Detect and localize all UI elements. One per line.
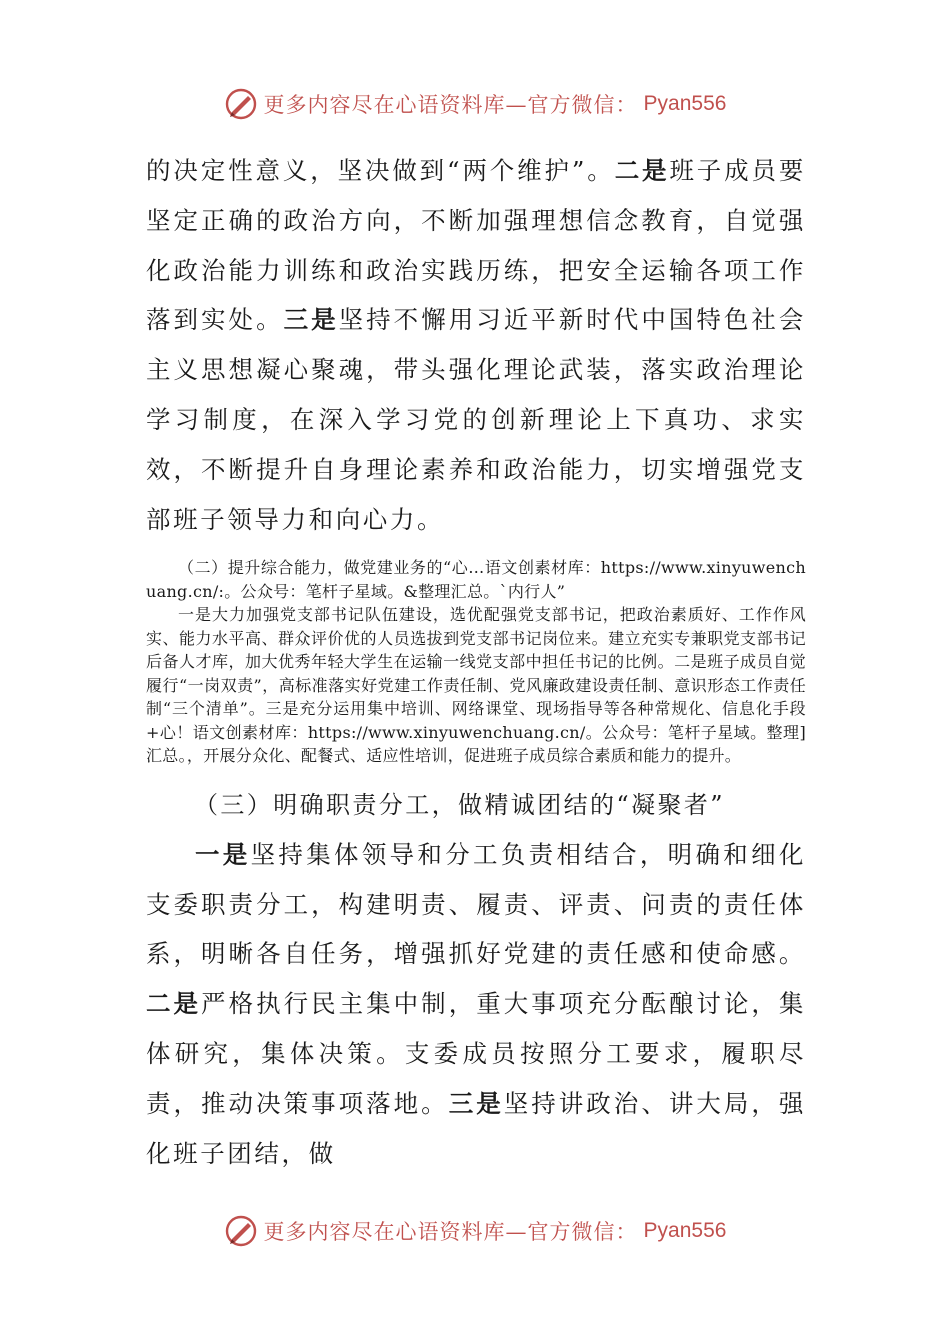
- footer-banner: [0, 1211, 950, 1251]
- text-run: 严格执行民主集中制，重大事项充分酝酿讨论，集体研究，集体决策。支委成员按照分工要求，履职尽责，推动决策事项落地。: [146, 989, 807, 1118]
- text-run: 坚持集体领导和分工负责相结合，明确和细化支委职责分工，构建明责、履责、评责、问责的责任体系，明晰各自任务，增强抓好党建的责任感和使命感。: [146, 839, 806, 969]
- banner-wechat-id: Pyan556: [643, 1219, 727, 1242]
- section2-heading: （二）提升综合能力，做党建业务的“心…语文创素材库：https://www.xinyuwenchuang.cn/:。公众号：笔杆子星域。&整理汇总。`内行人”: [146, 558, 806, 601]
- banner-text: 更多内容尽在心语资料库—官方微信：: [263, 1220, 638, 1244]
- pen-logo-icon: [224, 87, 258, 121]
- section2-body: 一是大力加强党支部书记队伍建设，选优配强党支部书记，把政治素质好、工作作风实、能力水平高、群众评价优的人员选拔到党支部书记岗位来。建立充实专兼职党支部书记后备人才库，加大优秀年轻大学生在运输一线党支部中担任书记的比例。二是班子成员自觉履行“一岗双责”，高标准落实好党建工作责任制、党风廉政建设责任制、意识形态工作责任制“三个清单”。三是充分运用集中培训、网络课堂、现场指导等各种常规化、信息化手段+心！语文创素材库：https://www.xinyuwenchuang.cn/。公众号：笔杆子星域。整理]汇总。，开展分众化、配餐式、适应性培训，促进班子成员综合素质和能力的提升。: [146, 605, 806, 766]
- header-banner: [0, 84, 950, 124]
- banner-content: [224, 1214, 727, 1248]
- bold-marker: 一是: [195, 839, 251, 869]
- text-run: 班子成员要坚定正确的政治方向，不断加强理想信念教育，自觉强化政治能力训练和政治实践历练，把安全运输各项工作落到实处。: [146, 156, 807, 335]
- text-run: 坚持讲政治、讲大局，强化班子团结，做: [146, 1088, 806, 1168]
- text-run: 坚持不懈用习近平新时代中国特色社会主义思想凝心聚魂，带头强化理论武装，落实政治理论学习制度，在深入学习党的创新理论上下真功、求实效，不断提升自身理论素养和政治能力，切实增强党支部班子领导力和向心力。: [146, 305, 807, 534]
- bold-marker: 二是: [146, 989, 202, 1019]
- banner-wechat-id: Pyan556: [643, 92, 727, 115]
- text-run: 的决定性意义，坚决做到“两个维护”。: [146, 156, 615, 185]
- bold-marker: 三是: [283, 305, 339, 335]
- pen-logo-icon: [224, 1214, 258, 1248]
- paragraph-responsibility: [146, 830, 806, 1179]
- banner-content: [224, 87, 727, 121]
- banner-text: 更多内容尽在心语资料库—官方微信：: [263, 93, 638, 117]
- section3-heading: （三）明确职责分工，做精诚团结的“凝聚者”: [194, 790, 725, 819]
- bold-marker: 三是: [448, 1088, 504, 1118]
- bold-marker: 二是: [614, 156, 670, 185]
- document-body: [146, 146, 806, 1178]
- paragraph-political-direction: [146, 146, 806, 544]
